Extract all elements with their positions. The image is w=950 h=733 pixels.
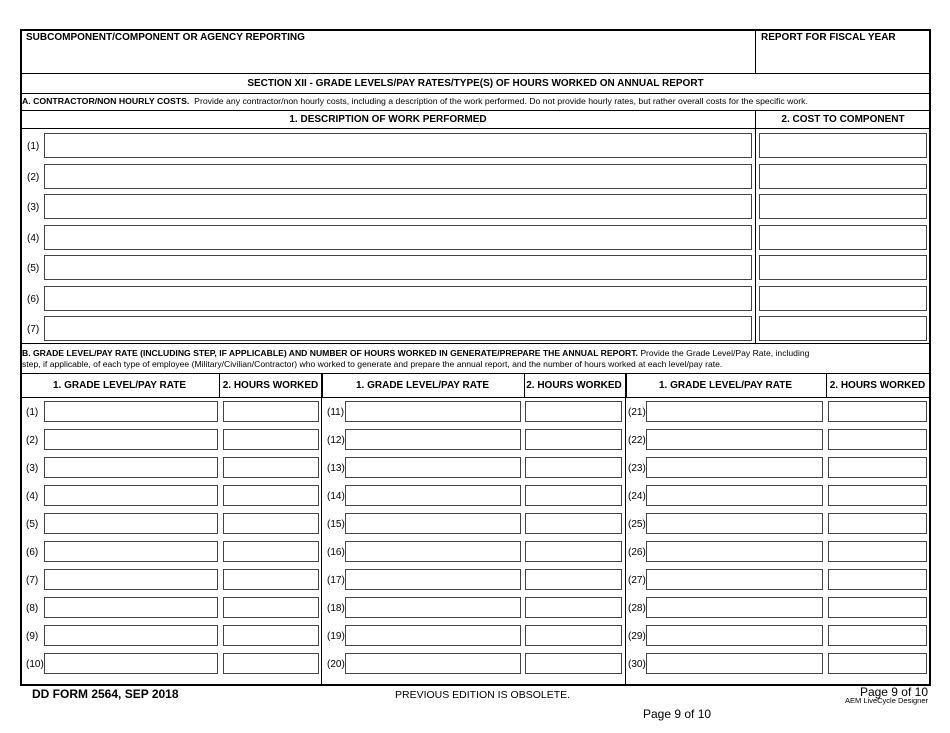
row-number: (26) — [628, 547, 646, 558]
row-number: (23) — [628, 463, 646, 474]
grade-input[interactable] — [646, 513, 823, 534]
grade-input[interactable] — [646, 541, 823, 562]
hours-input[interactable] — [828, 541, 927, 562]
hours-input[interactable] — [828, 513, 927, 534]
hours-input[interactable] — [223, 429, 319, 450]
divider — [21, 93, 930, 94]
hours-column-header: 2. HOURS WORKED — [829, 380, 926, 391]
column-divider — [755, 128, 756, 343]
hours-input[interactable] — [828, 485, 927, 506]
hours-input[interactable] — [828, 569, 927, 590]
hours-input[interactable] — [223, 457, 319, 478]
part-b-instructions-line1 — [22, 348, 809, 359]
row-number: (3) — [27, 202, 40, 213]
row-number: (29) — [628, 631, 646, 642]
grade-input[interactable] — [646, 569, 823, 590]
divider — [21, 128, 930, 129]
hours-input[interactable] — [828, 597, 927, 618]
form-id: DD FORM 2564, SEP 2018 — [32, 687, 179, 701]
hours-input[interactable] — [525, 513, 622, 534]
row-number: (5) — [26, 519, 39, 530]
page-number-bottom: Page 9 of 10 — [643, 707, 712, 721]
grade-input[interactable] — [646, 401, 823, 422]
divider — [21, 343, 930, 344]
hours-input[interactable] — [828, 625, 927, 646]
description-input[interactable] — [44, 286, 752, 311]
column-divider — [826, 373, 827, 397]
description-column-header: 1. DESCRIPTION OF WORK PERFORMED — [289, 114, 487, 125]
hours-input[interactable] — [223, 401, 319, 422]
row-number: (15) — [327, 519, 345, 530]
column-divider — [626, 373, 627, 397]
hours-input[interactable] — [223, 569, 319, 590]
description-input[interactable] — [44, 225, 752, 250]
grade-column-header: 1. GRADE LEVEL/PAY RATE — [53, 380, 186, 391]
row-number: (2) — [27, 171, 40, 183]
grade-input[interactable] — [44, 485, 218, 506]
part-a-heading: A. CONTRACTOR/NON HOURLY COSTS. — [22, 96, 190, 106]
cost-column-header: 2. COST TO COMPONENT — [781, 114, 905, 125]
hours-input[interactable] — [525, 653, 622, 674]
hours-input[interactable] — [223, 513, 319, 534]
grade-input[interactable] — [646, 597, 823, 618]
part-b-heading: B. GRADE LEVEL/PAY RATE (INCLUDING STEP, IF APPLICABLE) AND NUMBER OF HOURS WORKED IN GENERATE/PREPARE THE ANNUAL REPORT. — [22, 348, 638, 358]
divider — [21, 397, 930, 398]
grade-input[interactable] — [345, 625, 521, 646]
description-input[interactable] — [44, 164, 752, 189]
description-input[interactable] — [44, 255, 752, 280]
row-number: (17) — [327, 575, 345, 586]
hours-column-header: 2. HOURS WORKED — [222, 380, 319, 391]
row-number: (10) — [26, 659, 44, 670]
hours-input[interactable] — [525, 401, 622, 422]
column-divider — [322, 373, 323, 397]
row-number: (20) — [327, 659, 345, 670]
row-number: (6) — [26, 547, 39, 558]
grade-input[interactable] — [44, 569, 218, 590]
cost-input[interactable] — [759, 316, 927, 341]
section-title: SECTION XII - GRADE LEVELS/PAY RATES/TYPE(S) OF HOURS WORKED ON ANNUAL REPORT — [247, 78, 704, 89]
part-b-text1: Provide the Grade Level/Pay Rate, including — [640, 348, 810, 358]
grade-input[interactable] — [646, 429, 823, 450]
row-number: (22) — [628, 435, 646, 446]
grade-input[interactable] — [44, 625, 218, 646]
description-input[interactable] — [44, 316, 752, 341]
row-number: (6) — [27, 293, 40, 305]
edition-note: PREVIOUS EDITION IS OBSOLETE. — [395, 689, 571, 701]
fiscal-year-input[interactable] — [758, 45, 928, 71]
grade-input[interactable] — [44, 429, 218, 450]
row-number: (30) — [628, 659, 646, 670]
grade-input[interactable] — [44, 541, 218, 562]
divider — [21, 110, 930, 111]
row-number: (5) — [27, 263, 40, 274]
description-input[interactable] — [44, 133, 752, 158]
hours-input[interactable] — [223, 653, 319, 674]
row-number: (1) — [27, 141, 40, 152]
hours-input[interactable] — [828, 457, 927, 478]
page-number: Page 9 of 10 — [859, 685, 928, 699]
grade-input[interactable] — [345, 401, 521, 422]
grade-column-header: 1. GRADE LEVEL/PAY RATE — [659, 380, 792, 391]
row-number: (25) — [628, 519, 646, 530]
row-number: (8) — [26, 603, 39, 614]
hours-input[interactable] — [525, 457, 622, 478]
column-divider — [219, 373, 220, 397]
row-number: (19) — [327, 631, 345, 642]
hours-input[interactable] — [828, 429, 927, 450]
fiscal-year-label: REPORT FOR FISCAL YEAR — [761, 32, 896, 43]
grade-input[interactable] — [345, 597, 521, 618]
row-number: (7) — [27, 324, 40, 335]
agency-input[interactable] — [26, 45, 752, 71]
part-b-instructions-line2: step, if applicable, of each type of employee (Military/Civilian/Contractor) who worked to generate and prepare the annual report, and the number of hours worked at each level/pay rate. — [22, 359, 723, 369]
row-number: (4) — [27, 232, 40, 244]
hours-input[interactable] — [223, 541, 319, 562]
cost-input[interactable] — [759, 286, 927, 311]
cost-input[interactable] — [759, 194, 927, 219]
grade-input[interactable] — [345, 457, 521, 478]
grade-input[interactable] — [345, 429, 521, 450]
grade-input[interactable] — [44, 653, 218, 674]
hours-column-header: 2. HOURS WORKED — [526, 380, 622, 391]
header-divider — [755, 30, 756, 73]
row-number: (12) — [327, 435, 345, 446]
grade-input[interactable] — [44, 457, 218, 478]
grade-input[interactable] — [345, 513, 521, 534]
grade-column-header: 1. GRADE LEVEL/PAY RATE — [356, 380, 489, 391]
grade-input[interactable] — [646, 625, 823, 646]
row-number: (11) — [327, 407, 345, 418]
grade-input[interactable] — [646, 653, 823, 674]
hours-input[interactable] — [223, 597, 319, 618]
grade-input[interactable] — [44, 401, 218, 422]
row-number: (13) — [327, 463, 345, 474]
grade-input[interactable] — [646, 457, 823, 478]
row-number: (1) — [26, 407, 39, 418]
part-a-instructions — [22, 96, 808, 107]
row-number: (28) — [628, 603, 646, 614]
row-number: (9) — [26, 631, 39, 642]
row-number: (18) — [327, 603, 345, 614]
row-number: (16) — [327, 547, 345, 558]
column-divider — [625, 397, 626, 685]
hours-input[interactable] — [525, 485, 622, 506]
column-divider — [321, 397, 322, 685]
grade-input[interactable] — [345, 569, 521, 590]
grade-input[interactable] — [44, 597, 218, 618]
cost-input[interactable] — [759, 255, 927, 280]
cost-input[interactable] — [759, 225, 927, 250]
row-number: (24) — [628, 491, 646, 502]
cost-input[interactable] — [759, 133, 927, 158]
column-divider — [755, 110, 756, 128]
row-number: (4) — [26, 491, 39, 502]
grade-input[interactable] — [345, 541, 521, 562]
divider — [21, 73, 930, 74]
column-divider — [524, 373, 525, 397]
grade-input[interactable] — [345, 653, 521, 674]
description-input[interactable] — [44, 194, 752, 219]
designer-note: AEM LiveCycle Designer — [845, 696, 928, 705]
agency-label: SUBCOMPONENT/COMPONENT OR AGENCY REPORTING — [26, 32, 305, 43]
cost-input[interactable] — [759, 164, 927, 189]
hours-input[interactable] — [525, 541, 622, 562]
row-number: (7) — [26, 575, 39, 586]
row-number: (21) — [628, 407, 646, 418]
grade-input[interactable] — [44, 513, 218, 534]
row-number: (14) — [327, 491, 345, 502]
hours-input[interactable] — [525, 569, 622, 590]
hours-input[interactable] — [223, 625, 319, 646]
part-a-text: Provide any contractor/non hourly costs, including a description of the work performed. Do not provide hourly rates, but rather overall costs for the specific work. — [194, 96, 808, 106]
hours-input[interactable] — [828, 401, 927, 422]
hours-input[interactable] — [525, 429, 622, 450]
divider — [21, 373, 930, 374]
grade-input[interactable] — [345, 485, 521, 506]
hours-input[interactable] — [525, 597, 622, 618]
row-number: (3) — [26, 463, 39, 474]
hours-input[interactable] — [525, 625, 622, 646]
row-number: (2) — [26, 435, 39, 446]
row-number: (27) — [628, 575, 646, 586]
hours-input[interactable] — [223, 485, 319, 506]
grade-input[interactable] — [646, 485, 823, 506]
hours-input[interactable] — [828, 653, 927, 674]
